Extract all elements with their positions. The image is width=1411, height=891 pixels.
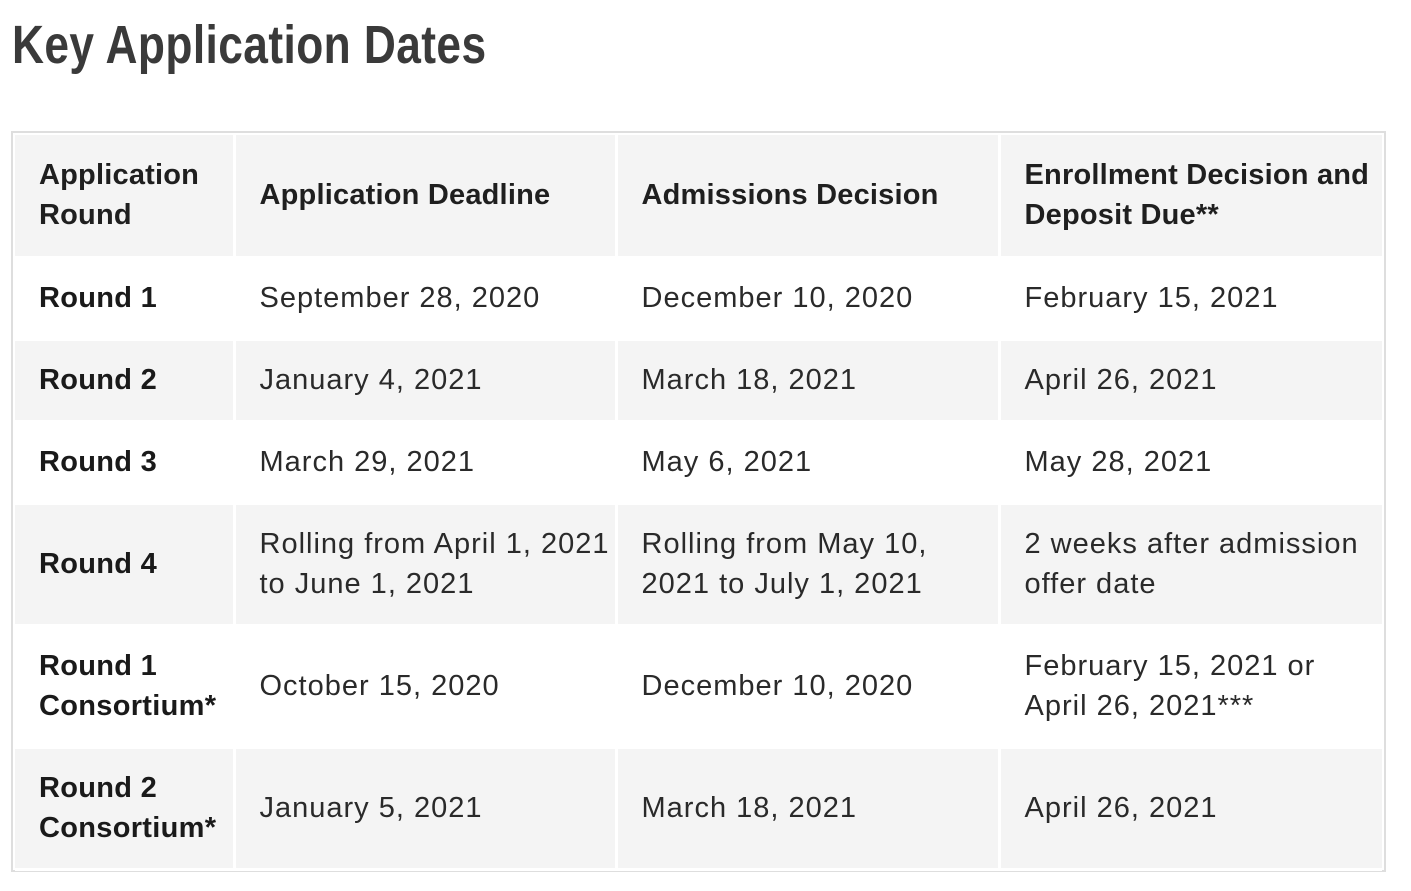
cell-application-deadline: October 15, 2020 [234,625,616,747]
table-row [15,421,1382,503]
cell-admissions-decision: May 6, 2021 [616,421,999,503]
table-row [15,747,1382,869]
cell-enrollment-decision: 2 weeks after admission offer date [999,503,1382,625]
cell-enrollment-decision: April 26, 2021 [999,747,1382,869]
table-row [15,625,1382,747]
page-title: Key Application Dates [12,15,487,75]
application-dates-table [15,135,1382,871]
cell-enrollment-decision: February 15, 2021 or April 26, 2021*** [999,625,1382,747]
cell-round: Round 3 [15,421,234,503]
cell-admissions-decision: December 10, 2020 [616,257,999,339]
cell-admissions-decision: March 18, 2021 [616,747,999,869]
table-row [15,503,1382,625]
cell-admissions-decision: Rolling from May 10, 2021 to July 1, 2021 [616,503,999,625]
cell-round: Round 1 Consortium* [15,625,234,747]
cell-round: Round 2 [15,339,234,421]
cell-enrollment-decision: May 28, 2021 [999,421,1382,503]
cell-application-deadline: September 28, 2020 [234,257,616,339]
application-dates-table-frame [11,131,1386,872]
cell-application-deadline: Rolling from April 1, 2021 to June 1, 2021 [234,503,616,625]
cell-enrollment-decision: April 26, 2021 [999,339,1382,421]
header-enrollment-decision: Enrollment Decision and Deposit Due** [999,135,1382,257]
cell-application-deadline: January 5, 2021 [234,747,616,869]
table-header-row [15,135,1382,257]
cell-admissions-decision: December 10, 2020 [616,625,999,747]
table-row [15,339,1382,421]
cell-enrollment-decision: February 15, 2021 [999,257,1382,339]
cell-application-deadline: January 4, 2021 [234,339,616,421]
header-application-round: Application Round [15,135,234,257]
cell-round: Round 2 Consortium* [15,747,234,869]
header-admissions-decision: Admissions Decision [616,135,999,257]
header-application-deadline: Application Deadline [234,135,616,257]
cell-admissions-decision: March 18, 2021 [616,339,999,421]
table-row [15,257,1382,339]
cell-round: Round 4 [15,503,234,625]
cell-application-deadline: March 29, 2021 [234,421,616,503]
cell-round: Round 1 [15,257,234,339]
